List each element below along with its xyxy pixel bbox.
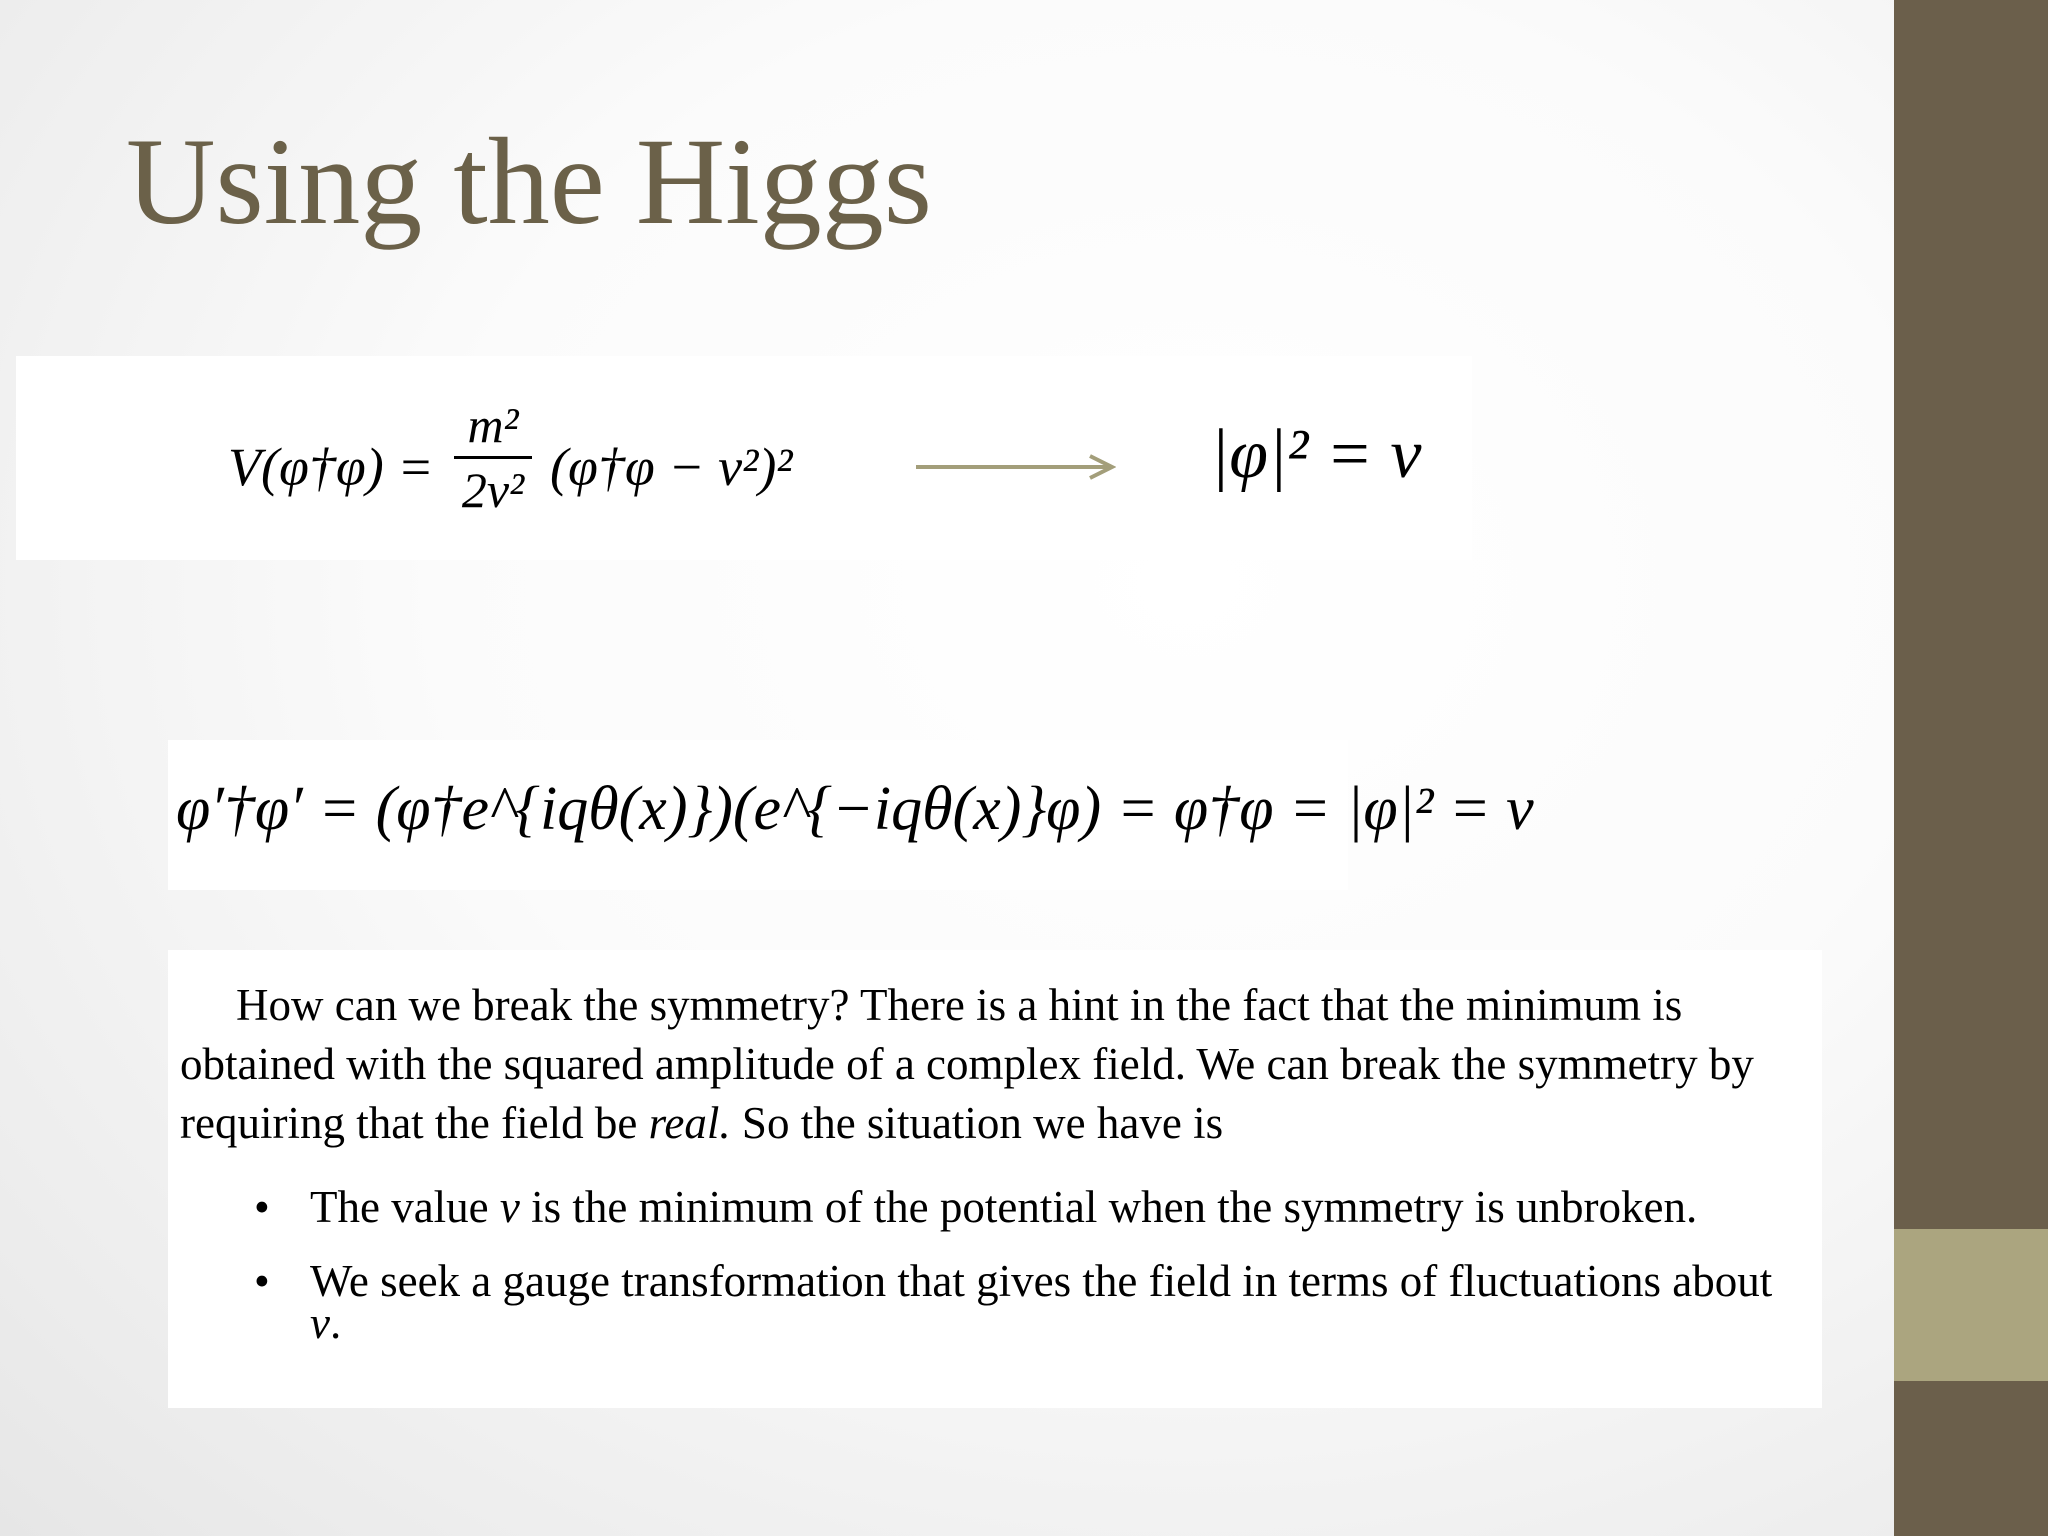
fraction-numerator: m²	[467, 397, 519, 453]
body-paragraph	[180, 976, 1810, 1153]
potential-lhs: V(φ†φ) =	[228, 437, 434, 497]
bullet-var: v	[499, 1182, 520, 1232]
paragraph-text-1: How can we break the symmetry? There is a hint in the fact that the minimum is obtained with the squared amplitude of a complex field. We can break the symmetry by requiring that the field be	[180, 980, 1754, 1148]
fraction-denominator: 2v²	[461, 462, 525, 518]
bullet-text	[310, 1182, 1810, 1232]
fraction-bar	[454, 456, 532, 459]
list-item	[250, 1256, 1810, 1348]
sidebar-block-accent	[1894, 1229, 2048, 1381]
sidebar-stripe	[1894, 0, 2048, 1536]
potential-rhs: (φ†φ − v²)²	[550, 437, 793, 497]
bullet-var: v	[310, 1298, 330, 1348]
bullet-pre: The value	[310, 1182, 500, 1232]
bullet-post: .	[329, 1298, 342, 1348]
gauge-invariance-equation: φ′†φ′ = (φ†e^{iqθ(x)})(e^{−iqθ(x)}φ) = φ†φ = |φ|² = v	[176, 775, 1534, 843]
sidebar-block-top	[1894, 0, 2048, 1229]
right-arrow-icon	[914, 452, 1116, 482]
bullet-post: is the minimum of the potential when the symmetry is unbroken.	[519, 1182, 1698, 1232]
potential-fraction	[454, 397, 532, 518]
bullet-list	[250, 1182, 1810, 1376]
paragraph-emphasis: real.	[648, 1098, 731, 1148]
minimum-condition: |φ|² = v	[1210, 416, 1422, 493]
bullet-pre: We seek a gauge transformation that gives the field in terms of fluctuations about	[310, 1256, 1773, 1306]
paragraph-text-2: So the situation we have is	[730, 1098, 1224, 1148]
bullet-text	[310, 1256, 1810, 1348]
bullet-icon: •	[254, 1256, 270, 1306]
slide-title: Using the Higgs	[126, 113, 932, 250]
sidebar-block-bottom	[1894, 1381, 2048, 1536]
list-item	[250, 1182, 1810, 1232]
bullet-icon: •	[254, 1182, 270, 1232]
